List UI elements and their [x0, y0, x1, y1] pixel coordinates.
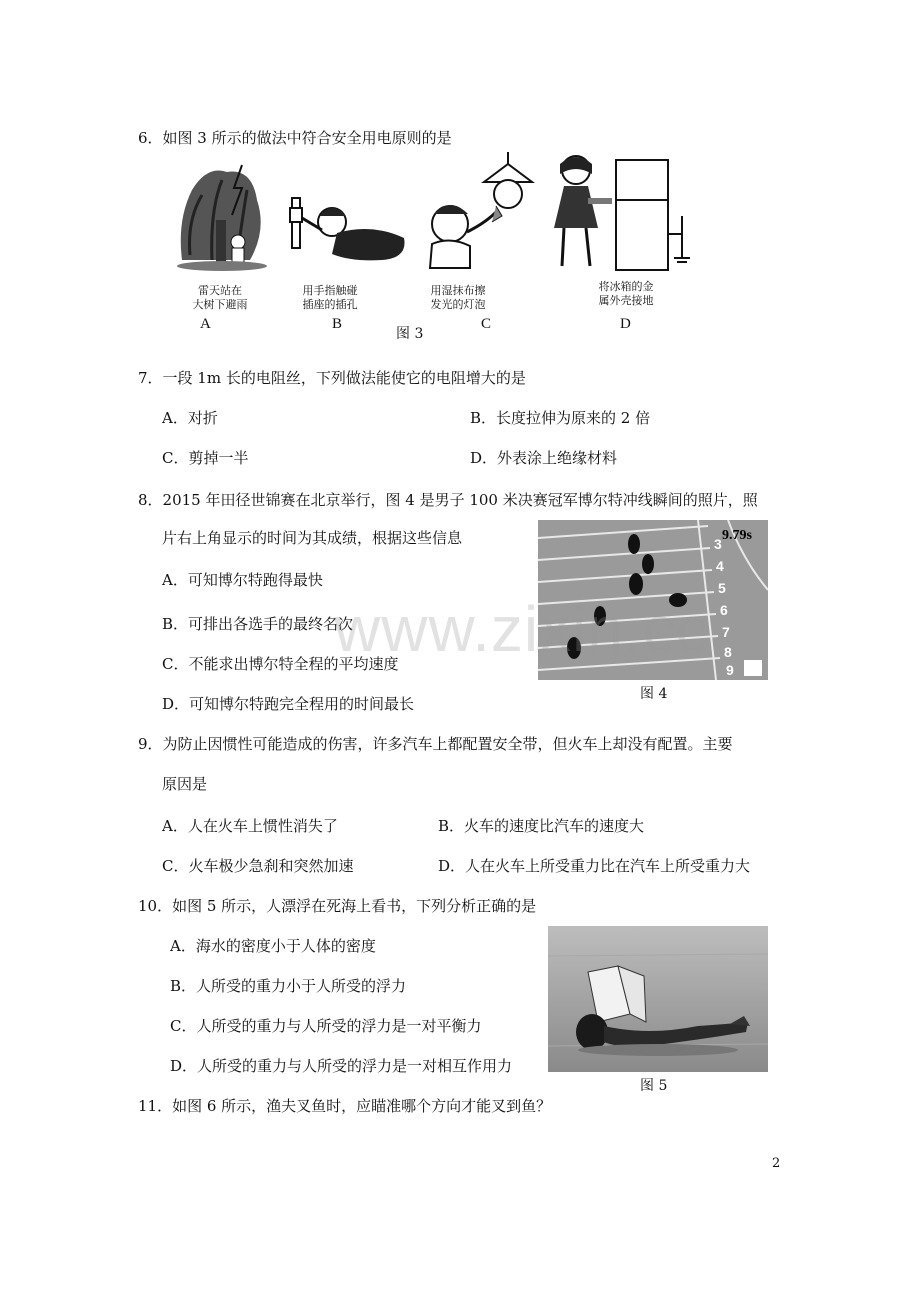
lane-number-9: 9: [726, 662, 734, 678]
q7-option-b: B．长度拉伸为原来的 2 倍: [470, 409, 651, 427]
q7-option-a: A．对折: [162, 409, 218, 427]
q8-option-b: B．可排出各选手的最终名次: [162, 615, 354, 633]
q10-option-a: A．海水的密度小于人体的密度: [170, 937, 376, 955]
q9-option-d: D．人在火车上所受重力比在汽车上所受重力大: [438, 857, 751, 875]
q7-option-c: C．剪掉一半: [162, 449, 249, 467]
lane-number-3: 3: [714, 536, 722, 552]
q7-option-d: D．外表涂上绝缘材料: [470, 449, 618, 467]
q10-option-d: D．人所受的重力与人所受的浮力是一对相互作用力: [170, 1057, 513, 1075]
race-time-readout: 9.79s: [722, 528, 752, 543]
q7-stem: 7．一段 1m 长的电阻丝，下列做法能使它的电阻增大的是: [138, 369, 526, 387]
figure-3a-tree-lightning: [172, 160, 272, 278]
lane-number-5: 5: [718, 580, 726, 596]
lane-number-7: 7: [722, 624, 730, 640]
figure-3c-label: C: [481, 316, 492, 332]
q9-option-a: A．人在火车上惯性消失了: [162, 817, 338, 835]
figure-3a-label: A: [200, 316, 211, 332]
figure-3b-label: B: [332, 316, 343, 332]
q8-stem-line2: 片右上角显示的时间为其成绩，根据这些信息: [162, 529, 463, 547]
figure-5-dead-sea-reader: [548, 926, 768, 1072]
figure-3d-label: D: [620, 316, 631, 332]
lane-number-4: 4: [716, 558, 724, 574]
q10-option-b: B．人所受的重力小于人所受的浮力: [170, 977, 407, 995]
page-number: 2: [772, 1156, 781, 1171]
q8-option-c: C．不能求出博尔特全程的平均速度: [162, 655, 399, 673]
figure-3d-fridge-grounded: [542, 154, 702, 274]
figure-4-title: 图 4: [640, 686, 668, 702]
figure-3d-caption-line2: 属外壳接地: [598, 294, 654, 307]
figure-3a-caption-line2: 大树下避雨: [192, 298, 248, 311]
figure-3b-caption-line1: 用手指触碰: [302, 284, 358, 297]
q10-stem: 10．如图 5 所示，人漂浮在死海上看书，下列分析正确的是: [138, 897, 537, 915]
figure-3-title: 图 3: [396, 326, 424, 342]
figure-3b-caption-line2: 插座的插孔: [302, 298, 358, 311]
figure-3d-caption-line1: 将冰箱的金: [598, 280, 654, 293]
lane-number-6: 6: [720, 602, 728, 618]
figure-3a-caption-line1: 雷天站在: [198, 284, 242, 297]
q8-option-a: A．可知博尔特跑得最快: [162, 571, 323, 589]
figure-3c-wet-cloth-bulb: [412, 152, 540, 274]
q8-option-d: D．可知博尔特跑完全程用的时间最长: [162, 695, 415, 713]
q9-option-b: B．火车的速度比汽车的速度大: [438, 817, 645, 835]
lane-number-8: 8: [724, 644, 732, 660]
q6-stem: 6．如图 3 所示的做法中符合安全用电原则的是: [138, 129, 452, 147]
figure-5-title: 图 5: [640, 1078, 668, 1094]
q11-stem: 11．如图 6 所示，渔夫叉鱼时，应瞄准哪个方向才能叉到鱼？: [138, 1097, 552, 1115]
watermark: www.zixin.cc: [334, 593, 709, 665]
q8-stem-line1: 8．2015 年田径世锦赛在北京举行，图 4 是男子 100 米决赛冠军博尔特冲线瞬间的照片，照: [138, 491, 758, 509]
q10-option-c: C．人所受的重力与人所受的浮力是一对平衡力: [170, 1017, 482, 1035]
figure-3b-child-socket: [282, 178, 410, 270]
q9-option-c: C．火车极少急刹和突然加速: [162, 857, 354, 875]
figure-3c-caption-line2: 发光的灯泡: [430, 298, 486, 311]
q9-stem-line2: 原因是: [162, 775, 208, 793]
q9-stem-line1: 9．为防止因惯性可能造成的伤害，许多汽车上都配置安全带，但火车上却没有配置。主要: [138, 735, 733, 753]
figure-3c-caption-line1: 用湿抹布擦: [430, 284, 486, 297]
